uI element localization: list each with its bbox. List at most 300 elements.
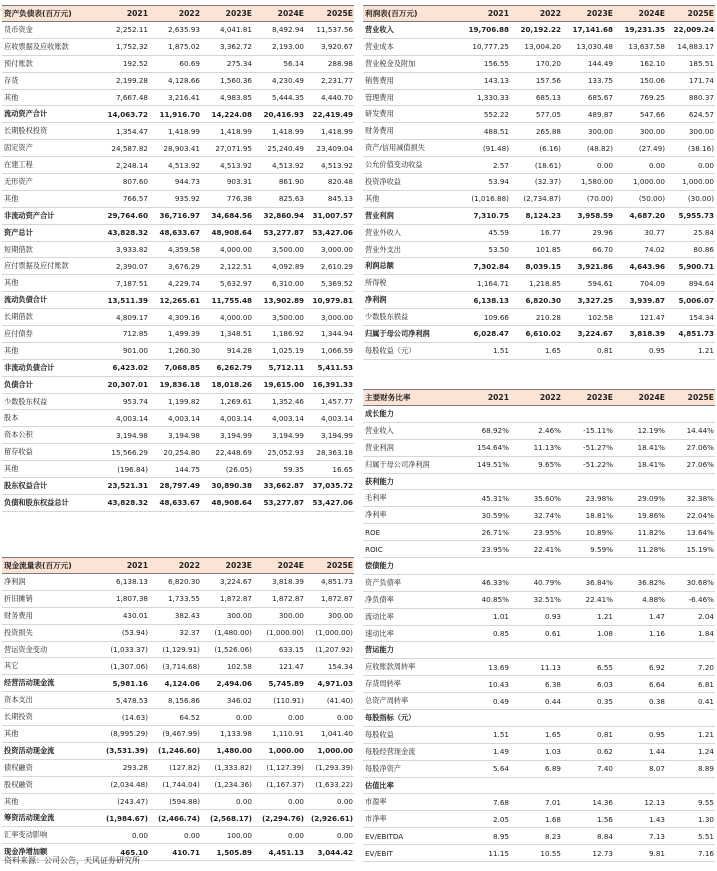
- cell-value: 2,494.06: [216, 678, 252, 688]
- cell-value: 10.43: [488, 679, 509, 689]
- cell-value: 16.65: [332, 464, 353, 474]
- cell-value: 1.21: [596, 612, 613, 622]
- cell-value: 2,635.93: [167, 25, 200, 35]
- table-row: [2, 377, 354, 394]
- cell-value: 2.04: [697, 612, 714, 622]
- cell-value: 4,971.03: [317, 678, 353, 688]
- row-label: 固定资产: [4, 143, 33, 153]
- cell-value: (1,127.39): [266, 763, 304, 773]
- cell-value: 5,369.52: [320, 278, 353, 288]
- row-label: 管理费用: [365, 92, 394, 102]
- row-label: 应收票据及应收账款: [4, 41, 69, 51]
- table-row: [363, 659, 715, 676]
- cell-value: 1,418.99: [320, 126, 353, 136]
- table-row: [363, 626, 715, 643]
- cell-value: 6,423.02: [112, 363, 148, 373]
- cell-value: 1,041.40: [320, 729, 353, 739]
- cell-value: 185.51: [688, 59, 714, 69]
- row-label: 营运能力: [365, 645, 394, 655]
- cell-value: 1,418.99: [167, 126, 200, 136]
- table-row: [2, 140, 354, 157]
- cell-value: 154.34: [688, 312, 714, 322]
- cell-value: 0.00: [183, 830, 200, 840]
- cell-value: 4.88%: [642, 595, 665, 605]
- cell-value: 25,052.93: [267, 447, 304, 457]
- cell-value: 861.90: [278, 177, 304, 187]
- cell-value: 0.00: [287, 712, 304, 722]
- table-row: [2, 90, 354, 107]
- cell-value: 5.51: [697, 831, 714, 841]
- cell-value: 7,667.48: [115, 93, 148, 102]
- row-label: 其他: [4, 345, 19, 355]
- cell-value: 3,958.59: [577, 211, 613, 221]
- table-row: [363, 811, 715, 828]
- cell-value: 5,411.53: [317, 363, 353, 373]
- cell-value: 28,363.18: [316, 447, 353, 457]
- table-header: [363, 389, 715, 406]
- cell-value: 1,733.55: [167, 594, 200, 604]
- section-header-row: [363, 474, 715, 491]
- cell-value: 4,513.92: [219, 160, 252, 170]
- row-label: 营业税金及附加: [365, 58, 416, 68]
- row-label: 资产总计: [4, 227, 33, 237]
- cell-value: 1,348.51: [219, 329, 252, 339]
- table-row: [2, 709, 354, 726]
- table-row: [2, 123, 354, 140]
- cell-value: 1.16: [648, 629, 665, 639]
- cell-value: 1.51: [492, 730, 509, 740]
- cell-value: 20,416.93: [263, 109, 304, 119]
- cell-value: 29.09%: [637, 493, 665, 503]
- cell-value: 7.20: [697, 662, 714, 672]
- cell-value: 901.00: [122, 346, 148, 356]
- table-row: [2, 275, 354, 292]
- cell-value: 6,138.13: [115, 577, 148, 587]
- cell-value: 2,248.14: [115, 160, 148, 170]
- cell-value: 1,580.00: [580, 177, 613, 187]
- cell-value: 9.55: [697, 797, 714, 807]
- cell-value: 7.40: [596, 764, 613, 774]
- year-header: 2025E: [687, 393, 714, 402]
- cell-value: 80.86: [693, 245, 714, 255]
- cell-value: 35.60%: [533, 493, 561, 503]
- year-header: 2023E: [586, 393, 613, 402]
- row-label: 长期借款: [4, 312, 33, 322]
- cell-value: 6.81: [697, 679, 714, 689]
- cell-value: 53,277.87: [263, 228, 304, 238]
- row-label: 每股收益: [365, 729, 394, 739]
- cell-value: 14.36: [592, 797, 613, 807]
- cell-value: 1,066.59: [320, 346, 353, 356]
- cell-value: 5,955.73: [678, 211, 714, 221]
- cell-value: 880.37: [688, 93, 714, 102]
- cell-value: 0.85: [492, 629, 509, 639]
- cell-value: 27.06%: [686, 460, 714, 470]
- cell-value: 43,828.32: [107, 498, 148, 508]
- cell-value: 489.87: [587, 109, 613, 119]
- row-label: 营业成本: [365, 41, 394, 51]
- cell-value: 150.06: [639, 76, 665, 86]
- cash-flow-table: [2, 557, 354, 861]
- table-header: [363, 5, 715, 22]
- cell-value: 154.64%: [477, 443, 509, 453]
- cell-value: 2,252.11: [115, 25, 148, 35]
- cell-value: 4,003.14: [219, 413, 252, 423]
- financial-ratios-table: [363, 389, 715, 862]
- cell-value: 45.59: [488, 228, 509, 238]
- row-label: 市净率: [365, 814, 387, 824]
- row-label: 净利率: [365, 510, 387, 520]
- cell-value: 825.63: [278, 194, 304, 204]
- cell-value: 1,110.91: [271, 729, 304, 739]
- row-label: 资本支出: [4, 695, 33, 705]
- cell-value: 8.89: [697, 764, 714, 774]
- cell-value: 0.00: [596, 160, 613, 170]
- cell-value: 712.85: [122, 329, 148, 339]
- cell-value: (1,633.22): [315, 780, 353, 790]
- cell-value: 11.15: [488, 848, 509, 858]
- cell-value: 0.00: [697, 160, 714, 170]
- cell-value: 11.13: [540, 662, 561, 672]
- cell-value: 1.49: [492, 747, 509, 757]
- row-label: 存货周转率: [365, 679, 401, 689]
- cell-value: (6.16): [539, 143, 561, 153]
- cell-value: 0.00: [287, 830, 304, 840]
- row-label: 少数股东损益: [365, 312, 409, 322]
- row-label: 其他: [4, 796, 19, 806]
- cell-value: 23.95%: [533, 527, 561, 537]
- cell-value: (2,734.87): [523, 194, 561, 204]
- cell-value: 346.02: [226, 695, 252, 705]
- cell-value: (8,995.29): [110, 729, 148, 739]
- table-row: [2, 360, 354, 377]
- cell-value: 685.67: [587, 93, 613, 102]
- cell-value: 577.05: [535, 109, 561, 119]
- cell-value: 11,537.56: [316, 25, 353, 35]
- cell-value: 2.46%: [538, 426, 561, 436]
- cell-value: 845.13: [327, 194, 353, 204]
- row-label: 归属于母公司净利润: [365, 459, 430, 469]
- cell-value: 68.92%: [481, 426, 509, 436]
- table-row: [2, 608, 354, 625]
- cell-value: 12.19%: [637, 426, 665, 436]
- table-row: [363, 123, 715, 140]
- cell-value: 807.60: [122, 177, 148, 187]
- cell-value: 547.66: [639, 109, 665, 119]
- cell-value: 820.48: [327, 177, 353, 187]
- cell-value: 1,164.71: [476, 278, 509, 288]
- cell-value: 109.66: [483, 312, 509, 322]
- cell-value: 32.37: [179, 628, 200, 638]
- row-label: 每股经营现金流: [365, 746, 416, 756]
- table-row: [363, 73, 715, 90]
- row-label: 股本: [4, 413, 19, 423]
- cell-value: 6.55: [596, 662, 613, 672]
- row-label: 销售费用: [365, 75, 394, 85]
- cell-value: 6.38: [544, 679, 561, 689]
- cell-value: 0.81: [596, 346, 613, 356]
- year-header: 2025E: [326, 9, 353, 18]
- cell-value: 121.47: [639, 312, 665, 322]
- cell-value: 1.21: [697, 730, 714, 740]
- row-label: 资本公积: [4, 430, 33, 440]
- cell-value: 1,505.89: [216, 847, 252, 857]
- cell-value: 0.35: [596, 696, 613, 706]
- cell-value: 265.88: [535, 126, 561, 136]
- table-row: [363, 90, 715, 107]
- cell-value: 30.77: [644, 228, 665, 238]
- cell-value: (30.00): [687, 194, 714, 204]
- table-row: [363, 225, 715, 242]
- year-header: 2023E: [225, 9, 252, 18]
- cell-value: 23.98%: [585, 493, 613, 503]
- section-header-row: [363, 710, 715, 727]
- row-label: 折旧摊销: [4, 593, 33, 603]
- cell-value: 4,687.20: [629, 211, 665, 221]
- cell-value: 13.64%: [686, 527, 714, 537]
- row-label: 流动资产合计: [4, 109, 48, 119]
- cell-value: 3,000.00: [320, 245, 353, 255]
- table-row: [363, 275, 715, 292]
- cell-value: 2,390.07: [115, 261, 148, 271]
- table-row: [2, 591, 354, 608]
- cell-value: 64.52: [179, 712, 200, 722]
- cell-value: (14.63): [121, 712, 148, 722]
- table-row: [363, 609, 715, 626]
- table-row: [2, 39, 354, 56]
- year-header: 2023E: [586, 9, 613, 18]
- cell-value: 12.13: [644, 797, 665, 807]
- cell-value: 25.84: [693, 228, 714, 238]
- cell-value: 18.81%: [585, 510, 613, 520]
- cell-value: (110.91): [273, 695, 304, 705]
- cell-value: 17,141.68: [572, 25, 613, 35]
- cell-value: 3,939.87: [629, 295, 665, 305]
- cell-value: 5,900.71: [678, 261, 714, 271]
- cell-value: 1.44: [648, 747, 665, 757]
- cell-value: (1,333.82): [214, 763, 252, 773]
- row-label: 其他: [4, 278, 19, 288]
- cell-value: 1.03: [544, 747, 561, 757]
- cell-value: 1,344.94: [320, 329, 353, 339]
- table-row: [363, 191, 715, 208]
- cell-value: 1,872.87: [320, 594, 353, 604]
- cell-value: (3,714.68): [162, 661, 200, 671]
- cell-value: 1,480.00: [216, 746, 252, 756]
- cell-value: 3,044.42: [317, 847, 353, 857]
- row-label: 营业收入: [365, 24, 394, 34]
- cell-value: -6.46%: [688, 595, 714, 605]
- cell-value: 192.52: [122, 59, 148, 69]
- cell-value: 210.28: [535, 312, 561, 322]
- year-header: 2024E: [638, 393, 665, 402]
- row-label: 公允价值变动收益: [365, 160, 423, 170]
- cell-value: 4,983.85: [219, 93, 252, 102]
- cell-value: 3,194.98: [167, 430, 200, 440]
- table-row: [2, 726, 354, 743]
- cell-value: 1.68: [544, 814, 561, 824]
- year-header: 2025E: [326, 561, 353, 570]
- year-header: 2024E: [277, 9, 304, 18]
- cell-value: 19,836.18: [159, 380, 200, 390]
- cell-value: 157.56: [535, 76, 561, 86]
- table-row: [363, 242, 715, 259]
- table-row: [2, 208, 354, 225]
- cell-value: 704.09: [639, 278, 665, 288]
- row-label: 净利润: [365, 295, 387, 305]
- table-row: [363, 56, 715, 73]
- cell-value: 156.55: [483, 59, 509, 69]
- table-row: [2, 827, 354, 844]
- cell-value: 15,566.29: [111, 447, 148, 457]
- cell-value: 6,262.79: [216, 363, 252, 373]
- cell-value: 300.00: [327, 611, 353, 621]
- cell-value: 13.69: [488, 662, 509, 672]
- cell-value: 7,187.51: [115, 278, 148, 288]
- cell-value: 1,875.02: [167, 42, 200, 52]
- cell-value: 4,851.73: [678, 329, 714, 339]
- cell-value: 1.65: [544, 730, 561, 740]
- cell-value: 162.10: [639, 59, 665, 69]
- cell-value: 3,194.98: [115, 430, 148, 440]
- cell-value: 29.96: [592, 228, 613, 238]
- cell-value: 894.64: [688, 278, 714, 288]
- table-row: [363, 292, 715, 309]
- cell-value: 1,418.99: [219, 126, 252, 136]
- cell-value: 1,000.00: [681, 177, 714, 187]
- table-row: [363, 208, 715, 225]
- table-title: 主要财务比率: [365, 393, 411, 402]
- cell-value: 27.06%: [686, 443, 714, 453]
- cell-value: 1,000.00: [268, 746, 304, 756]
- cell-value: 100.00: [226, 830, 252, 840]
- balance-sheet-table: [2, 5, 354, 512]
- cell-value: 30.59%: [481, 510, 509, 520]
- cell-value: 23,521.31: [107, 481, 148, 491]
- cell-value: 154.34: [327, 661, 353, 671]
- cell-value: 0.61: [544, 629, 561, 639]
- cell-value: 2,610.29: [320, 261, 353, 271]
- table-row: [2, 191, 354, 208]
- cell-value: 1,218.85: [528, 278, 561, 288]
- table-row: [2, 56, 354, 73]
- row-label: 股东权益合计: [4, 480, 48, 490]
- cell-value: 3,920.67: [320, 42, 353, 52]
- cell-value: 275.34: [226, 59, 252, 69]
- cell-value: 11,755.48: [211, 295, 252, 305]
- table-row: [363, 343, 715, 360]
- cell-value: 36.84%: [585, 578, 613, 588]
- cell-value: 6.03: [596, 679, 613, 689]
- cell-value: 4,643.96: [629, 261, 665, 271]
- cell-value: 6.64: [648, 679, 665, 689]
- cell-value: 3,000.00: [320, 312, 353, 322]
- row-label: 在建工程: [4, 160, 33, 170]
- cell-value: 37,035.72: [312, 481, 353, 491]
- row-label: ROE: [365, 527, 381, 537]
- cell-value: (26.05): [225, 464, 252, 474]
- cell-value: (32.37): [534, 177, 561, 187]
- cell-value: (2,568.17): [209, 813, 252, 823]
- table-row: [2, 258, 354, 275]
- cell-value: 4,003.14: [271, 413, 304, 423]
- cell-value: 300.00: [278, 611, 304, 621]
- cell-value: (196.84): [117, 464, 148, 474]
- cell-value: 6,820.30: [525, 295, 561, 305]
- cell-value: 53,427.06: [312, 498, 353, 508]
- cell-value: (1,744.04): [162, 780, 200, 790]
- row-label: EV/EBIT: [365, 848, 393, 858]
- table-row: [363, 575, 715, 592]
- cell-value: 488.51: [483, 126, 509, 136]
- cell-value: 19,231.35: [624, 25, 665, 35]
- cell-value: 3,500.00: [271, 245, 304, 255]
- table-row: [363, 39, 715, 56]
- cell-value: 0.00: [336, 712, 353, 722]
- cell-value: 6.92: [648, 662, 665, 672]
- cell-value: 0.93: [544, 612, 561, 622]
- cell-value: (48.82): [586, 143, 613, 153]
- cell-value: 20,192.22: [520, 25, 561, 35]
- cell-value: (1,167.37): [266, 780, 304, 790]
- cell-value: 11,916.70: [159, 109, 200, 119]
- cell-value: (1,246.60): [157, 746, 200, 756]
- row-label: 经营活动现金流: [4, 678, 55, 688]
- row-label: 存货: [4, 75, 19, 85]
- cell-value: 4,851.73: [320, 577, 353, 587]
- cell-value: 22,419.49: [312, 109, 353, 119]
- row-label: 预付账款: [4, 58, 33, 68]
- row-label: 其他: [365, 193, 380, 203]
- table-row: [2, 292, 354, 309]
- table-row: [363, 592, 715, 609]
- cell-value: (1,307.06): [110, 661, 148, 671]
- cell-value: 22.41%: [533, 544, 561, 554]
- table-row: [363, 541, 715, 558]
- cell-value: (50.00): [638, 194, 665, 204]
- row-label: 财务费用: [365, 126, 394, 136]
- cell-value: 1.24: [697, 747, 714, 757]
- cell-value: 9.65%: [538, 460, 561, 470]
- row-label: 负债合计: [4, 379, 33, 389]
- cell-value: 410.71: [172, 847, 200, 857]
- cell-value: 8,124.23: [525, 211, 561, 221]
- row-label: 每股净资产: [365, 763, 401, 773]
- table-row: [2, 22, 354, 39]
- cell-value: 32.51%: [533, 595, 561, 605]
- cell-value: 121.47: [278, 661, 304, 671]
- cell-value: 953.74: [122, 397, 148, 407]
- cell-value: 14,063.72: [107, 109, 148, 119]
- cell-value: 8,156.86: [167, 695, 200, 705]
- table-row: [363, 309, 715, 326]
- cell-value: (18.61): [534, 160, 561, 170]
- year-header: 2022: [178, 9, 200, 18]
- cell-value: 6,138.13: [473, 295, 509, 305]
- row-label: 流动比率: [365, 611, 394, 621]
- cell-value: 1,260.30: [167, 346, 200, 356]
- cell-value: 4,309.16: [167, 312, 200, 322]
- cell-value: (594.88): [169, 797, 200, 807]
- cell-value: 8.23: [544, 831, 561, 841]
- cell-value: 7.68: [492, 797, 509, 807]
- year-header: 2025E: [687, 9, 714, 18]
- cell-value: 29,764.60: [107, 211, 148, 221]
- cell-value: (2,926.61): [310, 813, 353, 823]
- cell-value: 7.16: [697, 848, 714, 858]
- cell-value: 18.41%: [637, 460, 665, 470]
- table-row: [2, 777, 354, 794]
